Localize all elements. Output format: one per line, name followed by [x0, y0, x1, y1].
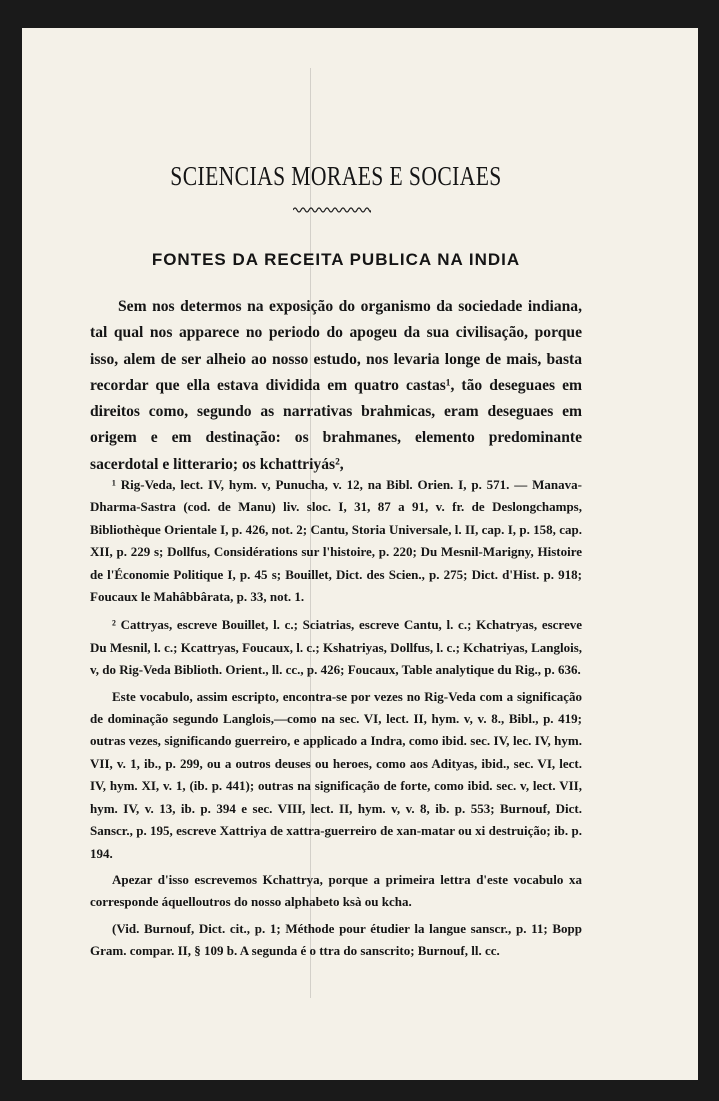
- footnote-2-continuation-2: Apezar d'isso escrevemos Kchattrya, porque a primeira lettra d'este vocabulo xa corresponde áquelloutros do nosso alphabeto ksà ou kcha.: [90, 871, 582, 910]
- section-title: SCIENCIAS MORAES E SOCIAES: [170, 161, 502, 191]
- article-title: FONTES DA RECEITA PUBLICA NA INDIA: [151, 250, 521, 269]
- footnote-2-continuation: Este vocabulo, assim escripto, encontra-se por vezes no Rig-Veda com a significação de dominação segundo Langlois,—como na sec. VI, lect. II, hym. v, v. 8., Bibl., p. 419; outras vezes, significando guerreiro, e applicado a Indra, como ibid. sec. IV, lec. IV, hym. VII, v. 1, ib., p. 299, ou a outros deuses ou heroes, como aos Adityas, ibid., sec. VI, lect. IV, hym. XI, v. 1, (ib. p. 441); outras na significação de forte, como ibid. sec. v, lect. VII, hym. IV, v. 13, ib. p. 394 e sec. VIII, lect. II, hym. v, v. 8, ib. p. 553; Burnouf, Dict. Sanscr., p. 195, escreve Xattriya de xattra-guerreiro de xan-matar ou xi destruição; ib. p. 194.: [90, 688, 582, 861]
- footnote-2: ² Cattryas, escreve Bouillet, l. c.; Sciatrias, escreve Cantu, l. c.; Kchatryas, escreve Du Mesnil, l. c.; Kcattryas, Foucaux, l. c.; Kshatriyas, Dollfus, l. c.; Kchatriyas, Langlois, v, do Rig-Veda Biblioth. Orient., ll. cc., p. 426; Foucaux, Table analytique du Rig., p. 636.: [90, 617, 582, 678]
- footnote-1: ¹ Rig-Veda, lect. IV, hym. v, Punucha, v. 12, na Bibl. Orien. I, p. 571. — Manava-Dharma-Sastra (cod. de Manu) liv. sloc. I, 31, 87 a 91, v. fr. de Deslongchamps, Bibliothèque Orientale I, p. 426, not. 2; Cantu, Storia Universale, l. II, cap. I, p. 158, cap. XII, p. 229 s; Dollfus, Considérations sur l'histoire, p. 220; Du Mesnil-Marigny, Histoire de l'Économie Politique I, p. 45 s; Bouillet, Dict. des Scien., p. 275; Dict. d'Hist. p. 918; Foucaux le Mahâbbârata, p. 33, not. 1.: [90, 477, 582, 605]
- document-page: [22, 28, 698, 1080]
- body-paragraph: [90, 294, 582, 478]
- body-text: Sem nos determos na exposição do organismo da sociedade indiana, tal qual nos apparece no periodo do apogeu da sua civilisação, porque isso, alem de ser alheio ao nosso estudo, nos levaria longe de mais, basta recordar que ella estava dividida em quatro castas¹, tão deseguaes em direitos como, segundo as narrativas brahmicas, eram deseguaes em origem e em destinação: os brahmanes, elemento predominante sacerdotal e litterario; os kchattriyás²,: [90, 298, 582, 473]
- wavy-ornament: [293, 206, 371, 214]
- footnote-2-continuation-3: (Vid. Burnouf, Dict. cit., p. 1; Méthode pour étudier la langue sanscr., p. 11; Bopp Gram. compar. II, § 109 b. A segunda é o ttra do sanscrito; Burnouf, ll. cc.: [90, 920, 582, 959]
- footnotes: [90, 474, 582, 963]
